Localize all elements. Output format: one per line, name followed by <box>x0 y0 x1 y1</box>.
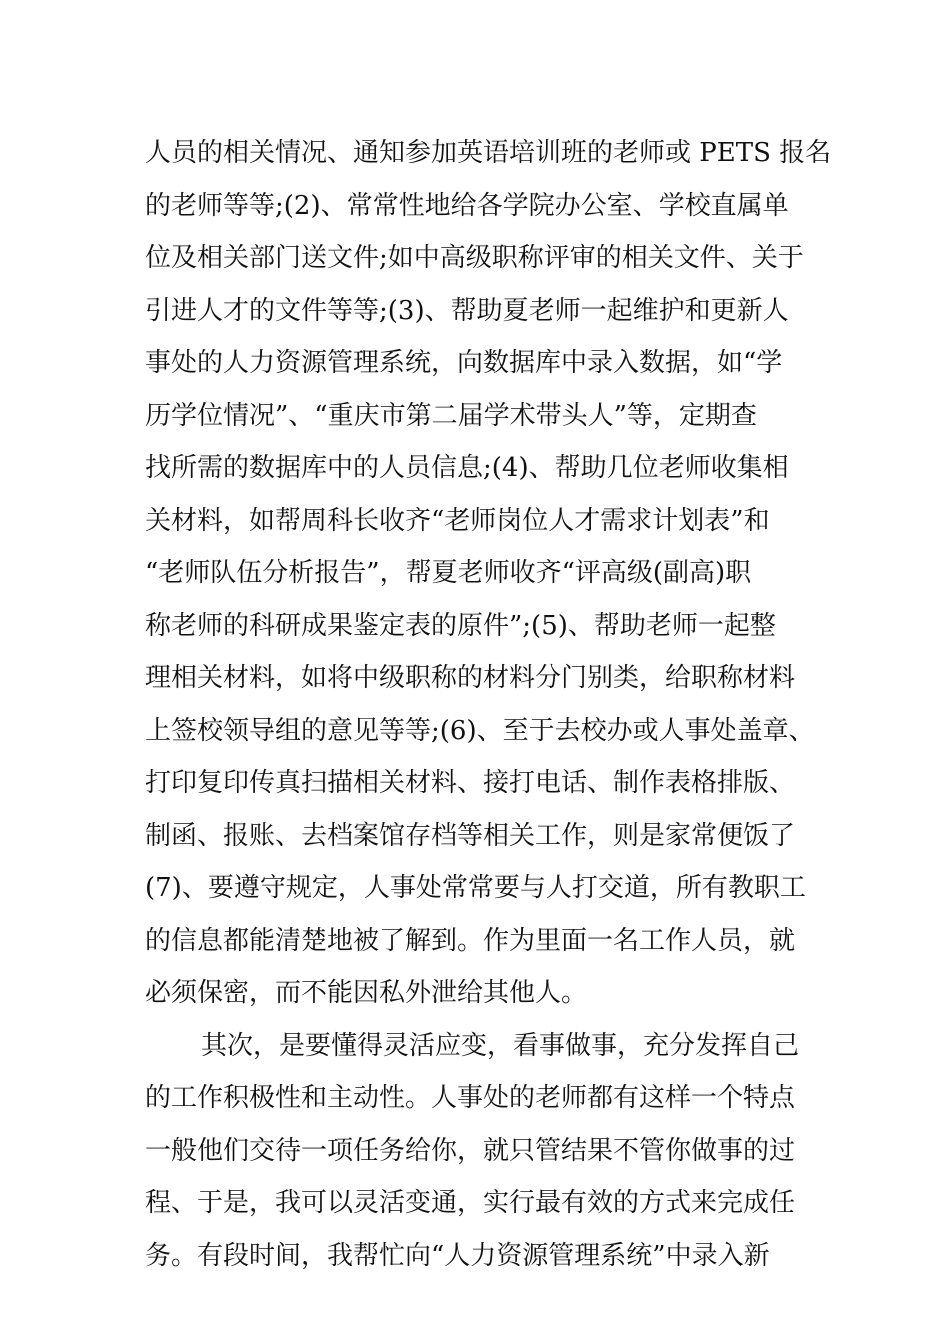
text-line: 人员的相关情况、通知参加英语培训班的老师或 PETS 报名 <box>145 138 832 168</box>
text-line: 一般他们交待一项任务给你，就只管结果不管你做事的过 <box>145 1135 796 1166</box>
paragraph-1 <box>145 127 835 1020</box>
text-line: 制函、报账、去档案馆存档等相关工作，则是家常便饭了 <box>145 820 796 851</box>
paragraph-2 <box>145 1020 835 1283</box>
text-line: 关材料，如帮周科长收齐“老师岗位人才需求计划表”和 <box>145 505 770 536</box>
text-line: 称老师的科研成果鉴定表的原件”;(5)、帮助老师一起整 <box>145 610 776 641</box>
text-line: 上签校领导组的意见等等;(6)、至于去校办或人事处盖章、 <box>145 715 815 746</box>
text-line: 事处的人力资源管理系统，向数据库中录入数据，如“学 <box>145 348 783 378</box>
text-line: 必须保密，而不能因私外泄给其他人。 <box>145 978 588 1008</box>
text-line: 理相关材料，如将中级职称的材料分门别类，给职称材料 <box>145 663 796 693</box>
text-line: (7)、要遵守规定，人事处常常要与人打交道，所有教职工 <box>145 873 806 903</box>
text-line: 的老师等等;(2)、常常性地给各学院办公室、学校直属单 <box>145 190 789 221</box>
text-line: 打印复印传真扫描相关材料、接打电话、制作表格排版、 <box>145 768 796 798</box>
text-line: 的信息都能清楚地被了解到。作为里面一名工作人员，就 <box>145 925 796 956</box>
text-line: 引进人才的文件等等;(3)、帮助夏老师一起维护和更新人 <box>145 295 789 326</box>
text-line: 其次，是要懂得灵活应变，看事做事，充分发挥自己 <box>201 1030 800 1061</box>
text-line: 务。有段时间，我帮忙向“人力资源管理系统”中录入新 <box>145 1240 770 1271</box>
text-line: 位及相关部门送文件;如中高级职称评审的相关文件、关于 <box>145 243 804 273</box>
text-line: 找所需的数据库中的人员信息;(4)、帮助几位老师收集相 <box>145 453 789 483</box>
document-body <box>145 127 835 1282</box>
text-line: 历学位情况”、“重庆市第二届学术带头人”等，定期查 <box>145 400 757 431</box>
text-line: 的工作积极性和主动性。人事处的老师都有这样一个特点 <box>145 1083 796 1113</box>
text-line: 程、于是，我可以灵活变通，实行最有效的方式来完成任 <box>145 1188 796 1218</box>
text-line: “老师队伍分析报告”，帮夏老师收齐“评高级(副高)职 <box>145 558 752 588</box>
